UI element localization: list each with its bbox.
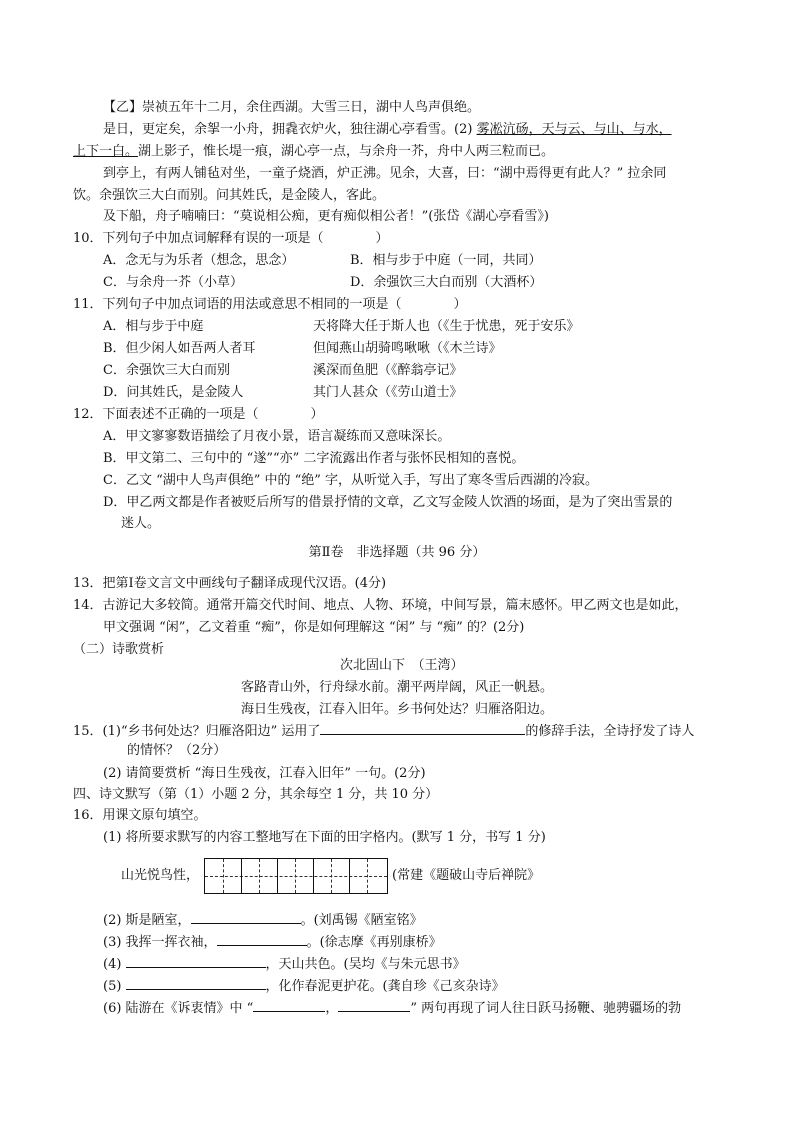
q14-line-1: 14．古游记大多较简。通常开篇交代时间、地点、人物、环境，中间写景，篇末感怀。甲乙两文也是如此， [73, 598, 688, 613]
q16-sub-2-text-b: 。(刘禹锡《陋室铭》 [300, 913, 423, 928]
grid-midline [367, 859, 368, 893]
q15-part-1-text-b: 的修辞手法，全诗抒发了诗人 [525, 724, 695, 739]
q12-option-a: A．甲文寥寥数语描绘了月夜小景，语言凝练而又意味深长。 [103, 429, 451, 444]
q15-part-1-text-a: 15．(1)“乡书何处达？归雁洛阳边” 运用了 [73, 724, 321, 739]
underlined-sentence-part-1: 雾凇沆砀，天与云、与山、与水， [476, 122, 672, 137]
q16-sub-4-blank[interactable] [126, 953, 266, 968]
grid-midline [223, 859, 224, 893]
q11-option-d-left: D．问其姓氏，是金陵人 [103, 385, 244, 400]
q12-stem: 12．下面表述不正确的一项是（ ） [73, 407, 324, 422]
q16-sub-6-blank-2[interactable] [338, 997, 410, 1012]
grid-midline [295, 859, 296, 893]
q11-option-d-right: 其门人甚众（《劳山道士》 [313, 385, 463, 400]
q16-sub-2-blank[interactable] [191, 909, 301, 924]
q10-option-b: B．相与步于中庭（一同，共同） [350, 253, 542, 268]
grid-midline [259, 859, 260, 893]
passage-yi-line-4: 到亭上，有两人铺毡对坐，一童子烧酒，炉正沸。见余，大喜，曰：“湖中焉得更有此人？” 拉余同 [103, 166, 667, 181]
q16-sub-2-text-a: (2) 斯是陋室， [103, 913, 191, 928]
q15-part-1 [73, 720, 694, 742]
q15-part-2: (2) 请简要赏析 “海日生残夜，江春入旧年” 一句。(2分) [103, 766, 426, 781]
q16-sub-3 [103, 931, 442, 953]
passage-yi-line-3 [73, 142, 554, 162]
passage-yi-line-2-text: 是日，更定矣，余挐一小舟，拥毳衣炉火，独往湖心亭看雪。(2) [103, 122, 477, 137]
q11-option-c-right: 溪深而鱼肥（《醉翁亭记》 [313, 363, 463, 378]
q16-sub-6-text-b: ， [325, 1001, 339, 1016]
q16-sub-5-text-a: (5) [103, 979, 126, 994]
q12-option-c: C．乙文 “湖中人鸟声俱绝” 中的 “绝” 字，从听觉入手，写出了寒冬雪后西湖的冷寂。 [103, 473, 599, 488]
passage-yi-line-3-text: 湖上影子，惟长堤一痕，湖心亭一点，与余舟一芥，舟中人两三粒而已。 [138, 144, 555, 159]
q16-sub-4-text-b: ，天山共色。(吴均《与朱元思书》 [265, 957, 466, 972]
q16-sub-4 [103, 953, 466, 975]
passage-yi-line-6: 及下船，舟子喃喃曰：“莫说相公痴，更有痴似相公者！”(张岱《湖心亭看雪》) [103, 209, 549, 224]
q16-sub-3-text-a: (3) 我挥一挥衣袖， [103, 935, 217, 950]
passage-yi-line-1: 【乙】崇祯五年十二月，余住西湖。大雪三日，湖中人鸟声俱绝。 [103, 100, 481, 115]
q16-sub-6-text-c: ” 两句再现了词人往日跃马扬鞭、驰骋疆场的勃 [410, 1001, 682, 1016]
q12-option-d-line-2: 迷人。 [121, 516, 161, 531]
q10-option-d: D．余强饮三大白而别（大酒杯） [350, 275, 543, 290]
grid-cell-divider [277, 859, 278, 893]
q12-option-d-line-1: D．甲乙两文都是作者被贬后所写的借景抒情的文章，乙文写金陵人饮酒的场面，是为了突出雪景的 [103, 495, 673, 510]
q15-blank-rhetoric[interactable] [320, 720, 525, 735]
poem-line-2: 海日生残夜，江春入旧年。乡书何处达？归雁洛阳边。 [240, 702, 553, 717]
grid-midline [331, 859, 332, 893]
q16-stem: 16．用课文原句填空。 [73, 808, 207, 823]
poem-section-heading: （二）诗歌赏析 [73, 642, 165, 657]
underlined-sentence-part-2: 上下一白。 [73, 144, 139, 159]
grid-cell-divider [313, 859, 314, 893]
section-2-heading: 第Ⅱ卷 非选择题（共 96 分） [308, 545, 486, 560]
poem-line-1: 客路青山外，行舟绿水前。潮平两岸阔，风正一帆悬。 [240, 680, 553, 695]
q11-option-a-left: A．相与步于中庭 [103, 319, 204, 334]
q16-sub-6-text-a: (6) 陆游在《诉衷情》中 “ [103, 1001, 254, 1016]
q10-option-a: A．念无与为乐者（想念，思念） [103, 253, 295, 268]
q16-sub-5-blank[interactable] [126, 975, 266, 990]
passage-yi-line-2 [103, 120, 672, 140]
q16-sub-5 [103, 975, 505, 997]
q16-sub-6 [103, 997, 681, 1019]
section-4-heading: 四、诗文默写（第（1）小题 2 分，其余每空 1 分，共 10 分） [73, 787, 439, 802]
q16-sub-3-blank[interactable] [217, 931, 307, 946]
q16-sub-3-text-b: 。(徐志摩《再别康桥》 [306, 935, 442, 950]
passage-yi-line-5: 饮。余强饮三大白而别。问其姓氏，是金陵人，客此。 [73, 188, 386, 203]
q11-option-b-left: B．但少闲人如吾两人者耳 [103, 341, 256, 356]
q16-sub-2 [103, 909, 423, 931]
q11-stem: 11．下列句子中加点词语的用法或意思不相同的一项是（ ） [73, 297, 467, 312]
q10-stem: 10．下列句子中加点词解释有误的一项是（ ） [73, 231, 389, 246]
q11-option-b-right: 但闻燕山胡骑鸣啾啾（《木兰诗》 [313, 341, 502, 356]
grid-horizontal-midline [205, 876, 387, 877]
poem-title: 次北固山下 （王湾） [340, 658, 464, 673]
tianzige-writing-grid[interactable] [204, 858, 388, 894]
q15-part-1-line-2: 的情怀？（2分） [127, 743, 227, 758]
q16-sub-5-text-b: ，化作春泥更护花。(龚自珍《己亥杂诗》 [265, 979, 505, 994]
q16-sub-4-text-a: (4) [103, 957, 126, 972]
q16-sub-6-blank-1[interactable] [253, 997, 325, 1012]
q16-sub-1-source: (常建《题破山寺后禅院》 [392, 868, 541, 883]
grid-cell-divider [241, 859, 242, 893]
q10-option-c: C．与余舟一芥（小草） [103, 275, 243, 290]
q11-option-a-right: 天将降大任于斯人也（《生于忧患，死于安乐》 [313, 319, 580, 334]
q13: 13．把第Ⅰ卷文言文中画线句子翻译成现代汉语。(4分) [73, 576, 387, 591]
q16-sub-1-left-text: 山光悦鸟性， [121, 868, 200, 883]
q12-option-b: B．甲文第二、三句中的 “遂”“亦” 二字流露出作者与张怀民相知的喜悦。 [103, 451, 525, 466]
grid-cell-divider [349, 859, 350, 893]
q11-option-c-left: C．余强饮三大白而别 [103, 363, 230, 378]
q14-line-2: 甲文强调 “闲”，乙文着重 “痴”，你是如何理解这 “闲” 与 “痴” 的？(2分) [103, 620, 525, 635]
q16-sub-1: (1) 将所要求默写的内容工整地写在下面的田字格内。(默写 1 分，书写 1 分) [103, 830, 546, 845]
